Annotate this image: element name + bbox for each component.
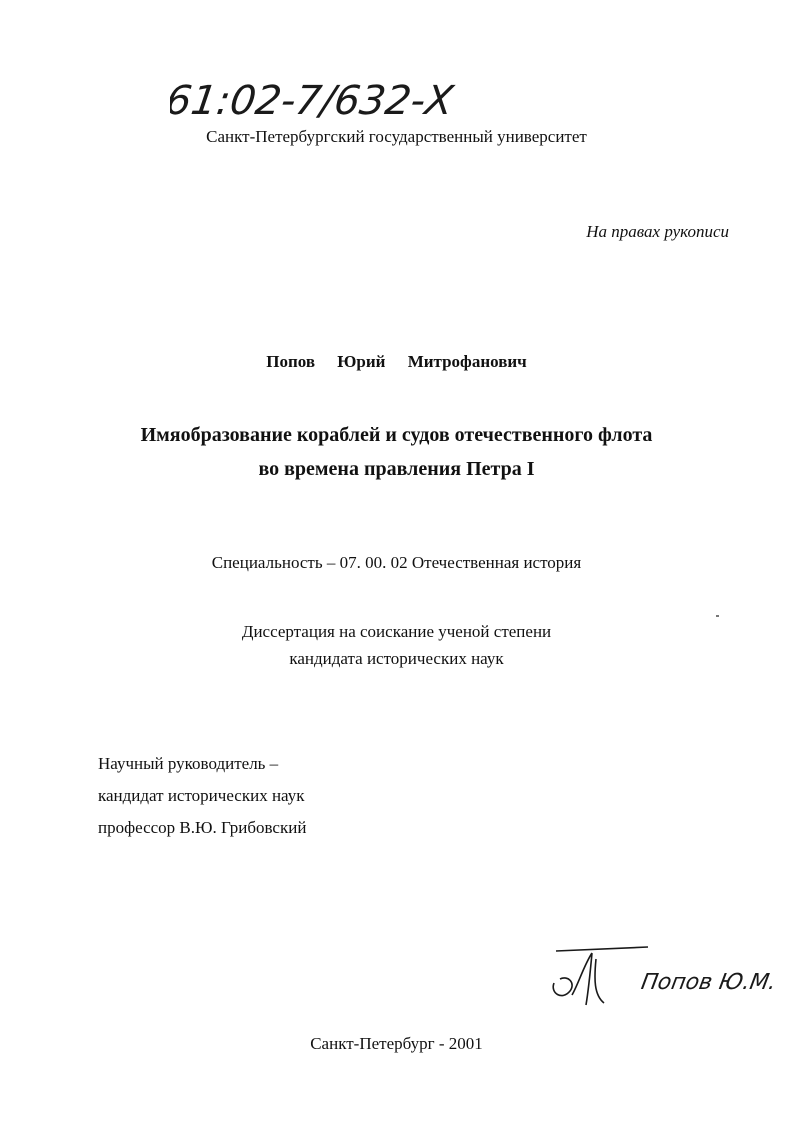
scan-speck [716,615,719,617]
dissertation-title [0,418,793,486]
title-line-2: во времена правления Петра I [258,458,535,480]
title-line-1: Имяобразование кораблей и судов отечественного флота [140,424,653,446]
author-patronymic: Митрофанович [407,352,527,371]
specialty: Специальность – 07. 00. 02 Отечественная история [211,553,582,572]
signature-scribble [553,947,648,1005]
dissertation-degree [0,618,793,672]
signature-name: Попов Ю.М. [639,969,778,995]
author-first-name: Юрий [337,352,386,371]
supervisor-line-2: кандидат исторических наук [98,786,305,805]
university-name: Санкт-Петербургский государственный университет [206,127,587,146]
signature-handwriting [548,945,778,1015]
supervisor-block [98,748,306,844]
archive-code-text: 61:02-7/632-Х [170,78,456,124]
manuscript-rights: На правах рукописи [586,222,729,241]
author-name [0,351,793,373]
degree-line-1: Диссертация на соискание ученой степени [241,622,552,641]
supervisor-line-3: профессор В.Ю. Грибовский [98,818,307,837]
city-year: Санкт-Петербург - 2001 [310,1034,483,1053]
supervisor-line-1: Научный руководитель – [98,754,279,773]
degree-line-2: кандидата исторических наук [289,649,504,668]
author-last-name: Попов [266,352,316,371]
author-signature [548,945,778,1015]
